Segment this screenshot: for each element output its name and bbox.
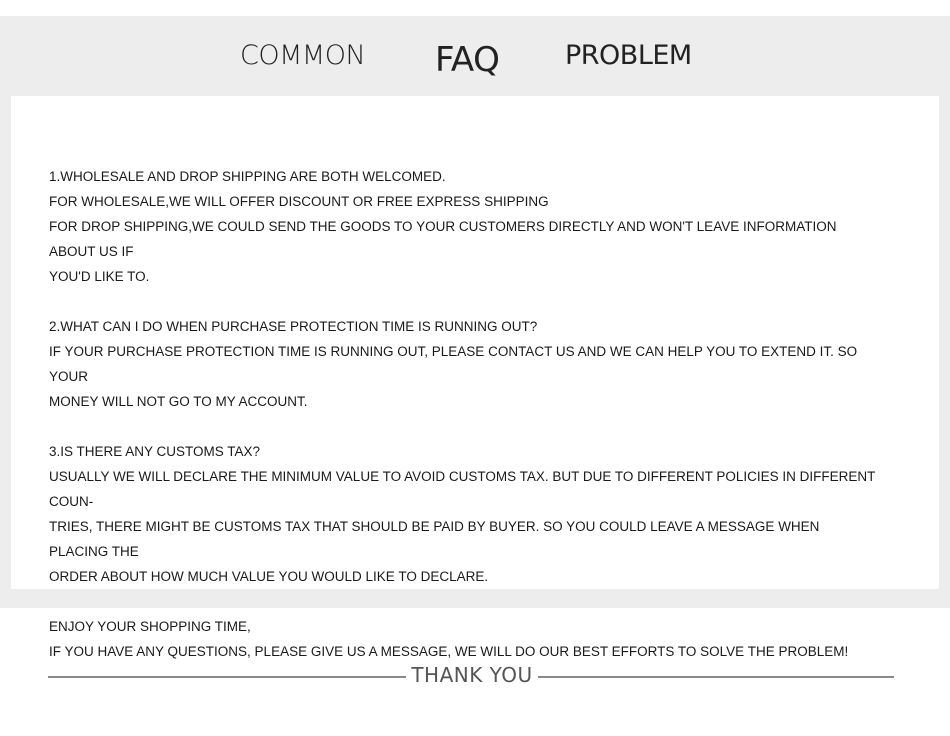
faq-question: 2.WHAT CAN I DO WHEN PURCHASE PROTECTION TIME IS RUNNING OUT? xyxy=(49,319,538,334)
faq-answer-line: IF YOUR PURCHASE PROTECTION TIME IS RUNNING OUT, PLEASE CONTACT US AND WE CAN HELP YOU TO EXTEND IT. SO YOUR xyxy=(49,344,858,384)
faq-answer-line: YOU'D LIKE TO. xyxy=(49,269,150,284)
faq-answer-line: FOR DROP SHIPPING,WE COULD SEND THE GOODS TO YOUR CUSTOMERS DIRECTLY AND WON'T LEAVE INFORMATION ABOUT US IF xyxy=(49,219,837,259)
header-word-common: COMMON xyxy=(240,40,366,71)
faq-panel xyxy=(0,16,950,659)
closing-line: IF YOU HAVE ANY QUESTIONS, PLEASE GIVE US A MESSAGE, WE WILL DO OUR BEST EFFORTS TO SOLVE THE PROBLEM! xyxy=(49,644,849,659)
thank-you-label: THANK YOU xyxy=(411,663,533,687)
faq-answer-line: MONEY WILL NOT GO TO MY ACCOUNT. xyxy=(49,394,308,409)
faq-question: 1.WHOLESALE AND DROP SHIPPING ARE BOTH WELCOMED. xyxy=(49,169,446,184)
faq-card xyxy=(11,96,939,659)
faq-header xyxy=(0,16,950,96)
faq-block-closing xyxy=(49,614,879,664)
divider-rule-left xyxy=(48,676,406,678)
divider-rule-right xyxy=(538,676,894,678)
faq-answer-line: FOR WHOLESALE,WE WILL OFFER DISCOUNT OR FREE EXPRESS SHIPPING xyxy=(49,194,549,209)
faq-answer-line: ORDER ABOUT HOW MUCH VALUE YOU WOULD LIKE TO DECLARE. xyxy=(49,569,489,584)
faq-answer-line: USUALLY WE WILL DECLARE THE MINIMUM VALUE TO AVOID CUSTOMS TAX. BUT DUE TO DIFFERENT POLICIES IN DIFFERENT COUN- xyxy=(49,469,876,509)
header-word-faq: FAQ xyxy=(435,40,500,80)
faq-block-customs xyxy=(49,439,879,589)
thank-you-divider xyxy=(48,662,894,692)
faq-answer-line: TRIES, THERE MIGHT BE CUSTOMS TAX THAT SHOULD BE PAID BY BUYER. SO YOU COULD LEAVE A MESSAGE WHEN PLACING THE xyxy=(49,519,820,559)
header-word-problem: PROBLEM xyxy=(565,40,692,71)
faq-content xyxy=(49,164,879,664)
closing-line: ENJOY YOUR SHOPPING TIME, xyxy=(49,619,251,634)
faq-question: 3.IS THERE ANY CUSTOMS TAX? xyxy=(49,444,261,459)
faq-block-protection xyxy=(49,314,879,414)
faq-block-wholesale xyxy=(49,164,879,289)
